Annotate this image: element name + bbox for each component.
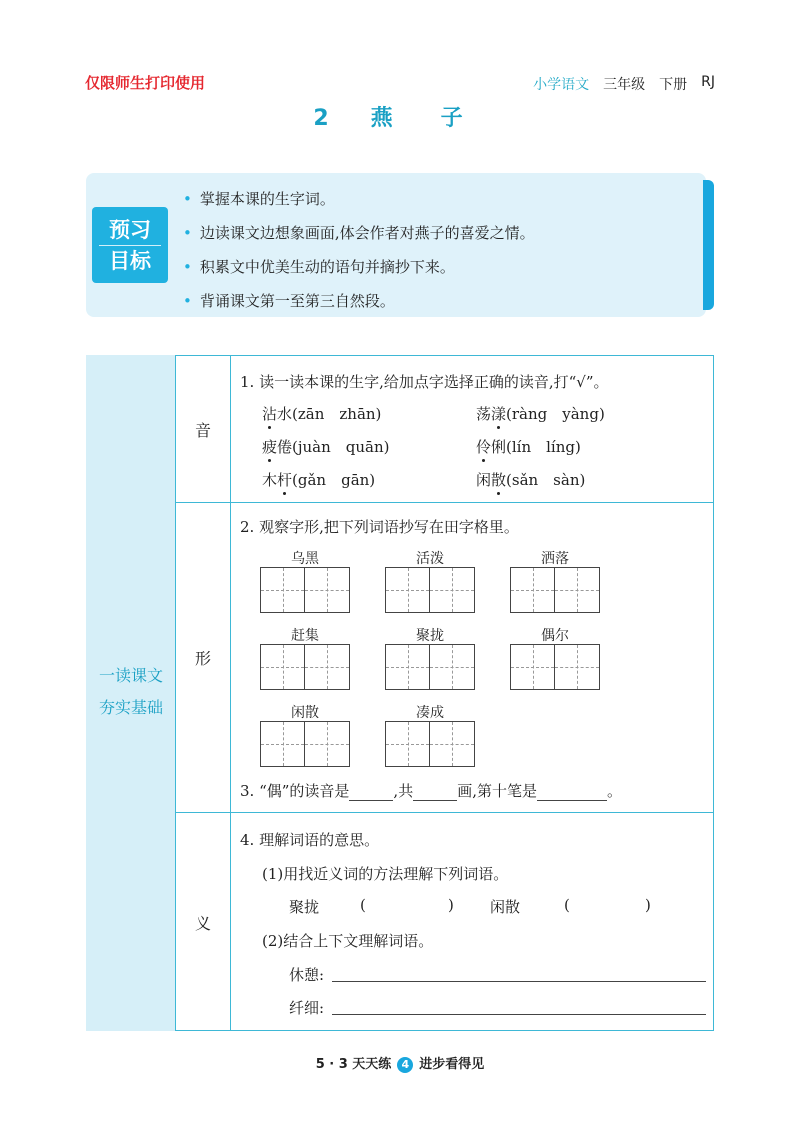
synonym-word: 闲散 (490, 898, 521, 916)
objective-item: • 掌握本课的生字词。 (183, 182, 535, 216)
answer-blank[interactable] (349, 784, 393, 801)
subject-label: 小学语文 (533, 77, 590, 93)
question-2: 2. 观察字形,把下列词语抄写在田字格里。 (240, 518, 519, 536)
copy-word: 闲散 (291, 705, 319, 721)
grade-label: 三年级 (603, 77, 646, 93)
dotted-char: 杆 (277, 471, 293, 489)
tian-grid[interactable] (385, 567, 475, 613)
pinyin-choice: 荡漾(ràng yàng) (476, 405, 605, 423)
pinyin-choice: 伶俐(lín líng) (476, 438, 581, 456)
badge-line: 预习 (109, 217, 151, 242)
dotted-char: 伶 (476, 438, 492, 456)
paren-close: ) (448, 896, 454, 914)
answer-blank[interactable] (413, 784, 457, 801)
objectives-accent (703, 180, 714, 310)
tian-grid[interactable] (510, 567, 600, 613)
answer-line[interactable] (332, 981, 706, 982)
paren-open: ( (564, 896, 570, 914)
footer-slogan: 进步看得见 (419, 1057, 485, 1072)
objectives-badge (92, 207, 168, 283)
tian-grid[interactable] (260, 721, 350, 767)
answer-line[interactable] (332, 1014, 706, 1015)
copy-word: 聚拢 (416, 628, 444, 644)
section-label-line: 夯实基础 (98, 698, 163, 717)
pinyin-choice: 沾水(zān zhān) (262, 405, 382, 423)
lesson-number: 2 (313, 106, 329, 131)
footer (0, 1053, 800, 1073)
row-divider (176, 812, 714, 813)
volume-label: 下册 (659, 77, 688, 93)
paren-close: ) (645, 896, 651, 914)
objective-item: • 背诵课文第一至第三自然段。 (183, 284, 535, 318)
copy-word: 赶集 (291, 628, 319, 644)
edition-label: RJ (701, 74, 715, 90)
book-info (533, 74, 715, 94)
footer-brand: 5 · 3 天天练 (315, 1057, 392, 1072)
tian-grid[interactable] (385, 644, 475, 690)
copy-word: 偶尔 (541, 628, 569, 644)
pinyin-choice: 疲倦(juàn quān) (262, 438, 390, 456)
question-1: 1. 读一读本课的生字,给加点字选择正确的读音,打“√”。 (240, 373, 609, 391)
dotted-char: 漾 (491, 405, 507, 423)
section-label (86, 660, 176, 724)
question-4: 4. 理解词语的意思。 (240, 831, 380, 849)
objectives-list (183, 182, 535, 318)
pinyin-choice: 木杆(gǎn gān) (262, 471, 376, 489)
row-divider (176, 502, 714, 503)
print-notice: 仅限师生打印使用 (85, 74, 206, 92)
answer-blank[interactable] (537, 784, 607, 801)
lesson-title (0, 101, 800, 132)
term-label: 纤细: (289, 999, 325, 1017)
column-divider (230, 355, 231, 1031)
badge-line: 目标 (109, 248, 151, 273)
dotted-char: 沾 (262, 405, 278, 423)
objective-item: • 边读课文边想象画面,体会作者对燕子的喜爱之情。 (183, 216, 535, 250)
term-label: 休憩: (289, 966, 325, 984)
question-3: 3. “偶”的读音是 ,共 画,第十笔是 。 (240, 782, 622, 800)
tian-grid[interactable] (260, 567, 350, 613)
objective-item: • 积累文中优美生动的语句并摘抄下来。 (183, 250, 535, 284)
copy-word: 洒落 (541, 551, 569, 567)
synonym-word: 聚拢 (289, 898, 320, 916)
pinyin-choice: 闲散(sǎn sàn) (476, 471, 586, 489)
tian-grid[interactable] (510, 644, 600, 690)
page-number: 4 (397, 1057, 413, 1073)
dotted-char: 疲 (262, 438, 278, 456)
tian-grid[interactable] (385, 721, 475, 767)
copy-word: 乌黑 (291, 551, 319, 567)
lesson-title-char: 子 (440, 106, 463, 131)
question-4-sub-2: (2)结合上下文理解词语。 (262, 932, 434, 950)
tian-grid[interactable] (260, 644, 350, 690)
copy-word: 凑成 (416, 705, 444, 721)
paren-open: ( (360, 896, 366, 914)
lesson-title-char: 燕 (370, 106, 393, 131)
row-label-meaning: 义 (194, 914, 211, 933)
section-label-line: 一读课文 (98, 666, 163, 685)
row-label-shape: 形 (194, 649, 211, 668)
row-label-sound: 音 (194, 421, 211, 440)
question-4-sub-1: (1)用找近义词的方法理解下列词语。 (262, 865, 509, 883)
dotted-char: 散 (491, 471, 507, 489)
copy-word: 活泼 (416, 551, 444, 567)
